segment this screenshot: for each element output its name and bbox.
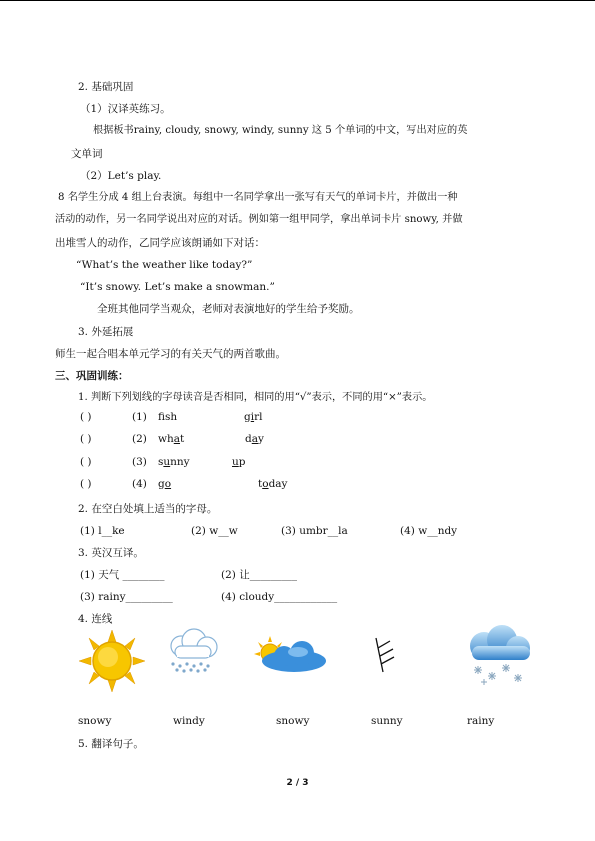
underlined-letter: o	[262, 478, 269, 490]
underlined-letter: o	[164, 478, 172, 490]
question-5: 5. 翻译句子。	[78, 738, 144, 750]
question-4: 4. 连线	[78, 613, 113, 625]
question-2: 2. 在空白处填上适当的字母。	[78, 503, 218, 515]
word-part: d	[245, 433, 252, 445]
item-number: (2)	[132, 433, 147, 445]
exercise-text-1b: 文单词	[71, 148, 103, 160]
rain-cloud-icon	[163, 628, 223, 674]
word-1	[158, 410, 177, 424]
question-3: 3. 英汉互译。	[78, 547, 144, 559]
underlined-letter: a	[251, 433, 258, 445]
dialog-line-2: “It’s snowy. Let’s make a snowman.”	[80, 281, 275, 293]
q2-item: (4) w__ndy	[400, 525, 458, 537]
word-part: nny	[170, 456, 190, 468]
wind-icon	[372, 634, 398, 674]
question-1: 1. 判断下列划线的字母读音是否相同，相同的用“√”表示，不同的用“×”表示。	[78, 392, 433, 403]
item-number: (3)	[132, 456, 147, 468]
word-1	[158, 477, 171, 491]
word-part: f	[158, 411, 166, 423]
word-1	[158, 455, 190, 469]
q4-word: snowy	[78, 715, 112, 727]
underlined-letter: i	[250, 411, 255, 423]
extension-text: 师生一起合唱本单元学习的有关天气的两首歌曲。	[55, 348, 286, 360]
q4-word: sunny	[371, 715, 403, 727]
section-heading-extension: 3. 外延拓展	[78, 326, 134, 338]
answer-parentheses: ( )	[80, 478, 92, 490]
word-part: t	[258, 478, 263, 490]
q3-item: (3) rainy_________	[80, 591, 173, 603]
answer-parentheses: ( )	[80, 433, 92, 445]
top-border-line	[0, 0, 595, 1]
q4-word: rainy	[467, 715, 495, 727]
answer-parentheses: ( )	[80, 456, 92, 468]
word-part: s	[158, 456, 164, 468]
word-part: p	[238, 456, 246, 468]
word-part: sh	[165, 411, 178, 423]
practice-heading: 三、巩固训练：	[55, 370, 129, 382]
q3-item: (2) 让_________	[221, 569, 297, 581]
item-number: (4)	[132, 478, 147, 490]
underlined-letter: a	[173, 433, 181, 445]
q4-word: windy	[173, 715, 205, 727]
underlined-letter: u	[232, 456, 239, 468]
dialog-line-1: “What’s the weather like today?”	[76, 259, 253, 271]
word-part: g	[158, 478, 165, 490]
word-2	[232, 455, 246, 469]
exercise-label-1: （1）汉译英练习。	[80, 103, 171, 115]
sun-cloud-icon	[254, 636, 330, 676]
word-part: wh	[158, 433, 174, 445]
exercise-label-2: （2）Let’s play.	[80, 170, 162, 182]
underlined-letter: u	[163, 456, 171, 468]
reward-text: 全班其他同学当观众，老师对表演地好的学生给予奖励。	[97, 303, 360, 315]
page-number: 2 / 3	[286, 778, 309, 788]
q2-item: (2) w__w	[191, 525, 238, 537]
word-2	[244, 410, 262, 424]
q3-item: (4) cloudy____________	[221, 591, 338, 603]
sun-icon	[77, 628, 147, 694]
exercise-text-2b: 活动的动作，另一名同学说出对应的对话。例如第一组甲同学，拿出单词卡片 snowy, 并做	[55, 214, 463, 225]
q3-item: (1) 天气 ________	[80, 569, 165, 581]
exercise-text-2c: 出堆雪人的动作，乙同学应该朗诵如下对话：	[55, 237, 265, 249]
word-2	[245, 432, 264, 446]
word-part: t	[180, 433, 185, 445]
word-part: g	[244, 411, 251, 423]
exercise-text-2a: 8 名学生分成 4 组上台表演。每组中一名同学拿出一张写有天气的单词卡片，并做出一种	[58, 192, 458, 203]
word-part: rl	[254, 411, 263, 423]
exercise-text-1a: 根据板书rainy, cloudy, snowy, windy, sunny 这 5 个单词的中文，写出对应的英	[93, 125, 468, 136]
item-number: (1)	[132, 411, 147, 423]
snow-cloud-icon	[466, 624, 532, 688]
word-part: day	[268, 478, 288, 490]
word-part: y	[258, 433, 264, 445]
section-heading-basic: 2. 基础巩固	[78, 81, 134, 93]
word-1	[158, 432, 184, 446]
q4-word: snowy	[276, 715, 310, 727]
word-2	[258, 477, 287, 491]
q2-item: (1) l__ke	[80, 525, 125, 537]
answer-parentheses: ( )	[80, 411, 92, 423]
q2-item: (3) umbr__la	[281, 525, 348, 537]
